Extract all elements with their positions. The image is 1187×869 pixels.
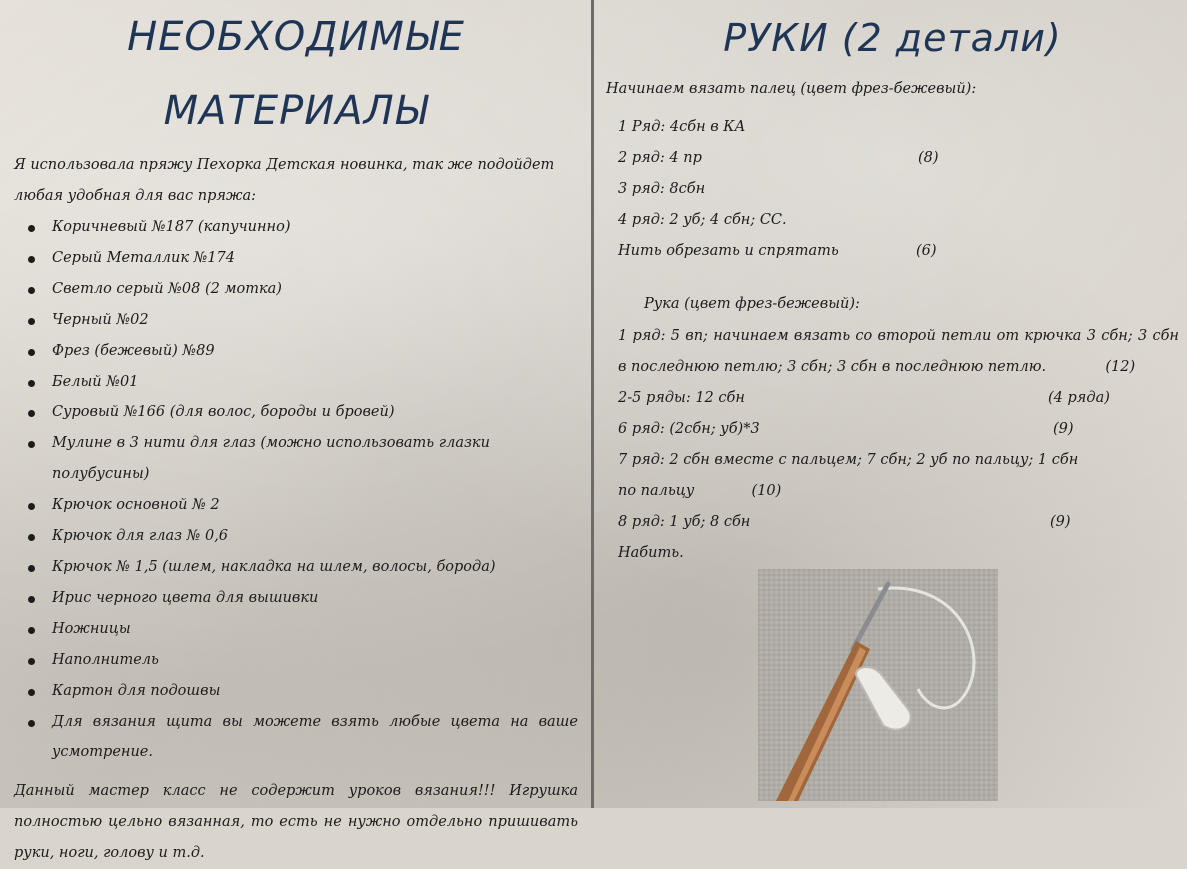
list-item: Картон для подошвы bbox=[52, 676, 578, 707]
row-count: (12) bbox=[1105, 359, 1136, 375]
row-count: (8) bbox=[918, 150, 939, 166]
row-text: 1 ряд: 5 вп; начинаем вязать со второй петли от крючка 3 сбн; 3 сбн в последнюю петлю; 3 сбн; 3 сбн в последнюю петлю. bbox=[618, 328, 1179, 375]
finger-rows bbox=[606, 112, 1179, 267]
hook-tip bbox=[853, 584, 888, 649]
table-row bbox=[618, 383, 1179, 414]
row-text: Нить обрезать и спрятать bbox=[618, 243, 839, 259]
arms-column bbox=[594, 0, 1187, 808]
hand-heading: Рука (цвет фрез-бежевый): bbox=[644, 296, 860, 312]
row-text: 3 ряд: 8сбн bbox=[618, 181, 706, 197]
list-item: Светло серый №08 (2 мотка) bbox=[52, 274, 578, 305]
row-count: (9) bbox=[1050, 514, 1071, 530]
list-item: Крючок № 1,5 (шлем, накладка на шлем, волосы, борода) bbox=[52, 552, 578, 583]
finger-heading: Начинаем вязать палец (цвет фрез-бежевый): bbox=[606, 81, 977, 97]
table-row bbox=[618, 445, 1179, 507]
materials-title-line2: МАТЕРИАЛЫ bbox=[163, 88, 429, 134]
list-item: Крючок для глаз № 0,6 bbox=[52, 521, 578, 552]
materials-column bbox=[0, 0, 592, 862]
table-row bbox=[618, 143, 1179, 174]
list-item: Черный №02 bbox=[52, 305, 578, 336]
list-item: Серый Металлик №174 bbox=[52, 243, 578, 274]
materials-title bbox=[14, 0, 578, 148]
row-text: Набить. bbox=[618, 545, 684, 561]
row-count: (4 ряда) bbox=[1048, 390, 1110, 406]
list-item: Белый №01 bbox=[52, 367, 578, 398]
list-item: Наполнитель bbox=[52, 645, 578, 676]
row-text: 6 ряд: (2сбн; уб)*3 bbox=[618, 421, 760, 437]
list-item: Ирис черного цвета для вышивки bbox=[52, 583, 578, 614]
table-row bbox=[618, 414, 1179, 445]
table-row bbox=[618, 112, 1179, 143]
materials-note: Данный мастер класс не содержит уроков вязания!!! Игрушка полностью цельно вязанная, то есть не нужно отдельно пришивать руки, ноги, голову и т.д. bbox=[14, 783, 578, 862]
hook-handle-highlight bbox=[788, 647, 866, 801]
table-row bbox=[618, 205, 1179, 236]
row-count: (6) bbox=[916, 243, 937, 259]
table-row bbox=[618, 321, 1179, 383]
row-count: (9) bbox=[1053, 421, 1074, 437]
row-text: 7 ряд: 2 сбн вместе с пальцем; 7 сбн; 2 уб по пальцу; 1 сбн по пальцу bbox=[618, 452, 1079, 499]
row-text: 2 ряд: 4 пр bbox=[618, 150, 702, 166]
table-row bbox=[618, 538, 1179, 569]
crochet-hook-illustration bbox=[758, 569, 998, 801]
list-item: Мулине в 3 нити для глаз (можно использовать глазки полубусины) bbox=[52, 428, 578, 490]
table-row bbox=[618, 174, 1179, 205]
list-item: Фрез (бежевый) №89 bbox=[52, 336, 578, 367]
list-item: Коричневый №187 (капучинно) bbox=[52, 212, 578, 243]
materials-intro: Я использовала пряжу Пехорка Детская новинка, так же подойдет любая удобная для вас пряжа: bbox=[14, 157, 555, 204]
list-item: Для вязания щита вы можете взять любые цвета на ваше усмотрение. bbox=[52, 707, 578, 769]
arms-title: РУКИ (2 детали) bbox=[723, 16, 1062, 60]
row-text: 4 ряд: 2 уб; 4 сбн; СС. bbox=[618, 212, 787, 228]
materials-list bbox=[14, 212, 578, 768]
hand-rows bbox=[606, 321, 1179, 569]
row-text: 1 Ряд: 4сбн в КА bbox=[618, 119, 746, 135]
crochet-photo bbox=[758, 569, 998, 801]
row-text: 8 ряд: 1 уб; 8 сбн bbox=[618, 514, 751, 530]
row-count: (10) bbox=[751, 483, 782, 499]
row-text: 2-5 ряды: 12 сбн bbox=[618, 390, 745, 406]
list-item: Ножницы bbox=[52, 614, 578, 645]
table-row bbox=[618, 507, 1179, 538]
crocheted-piece bbox=[856, 667, 911, 730]
list-item: Крючок основной № 2 bbox=[52, 490, 578, 521]
list-item: Суровый №166 (для волос, бороды и бровей) bbox=[52, 397, 578, 428]
table-row bbox=[618, 236, 1179, 267]
materials-title-line1: НЕОБХОДИМЫЕ bbox=[127, 14, 465, 60]
